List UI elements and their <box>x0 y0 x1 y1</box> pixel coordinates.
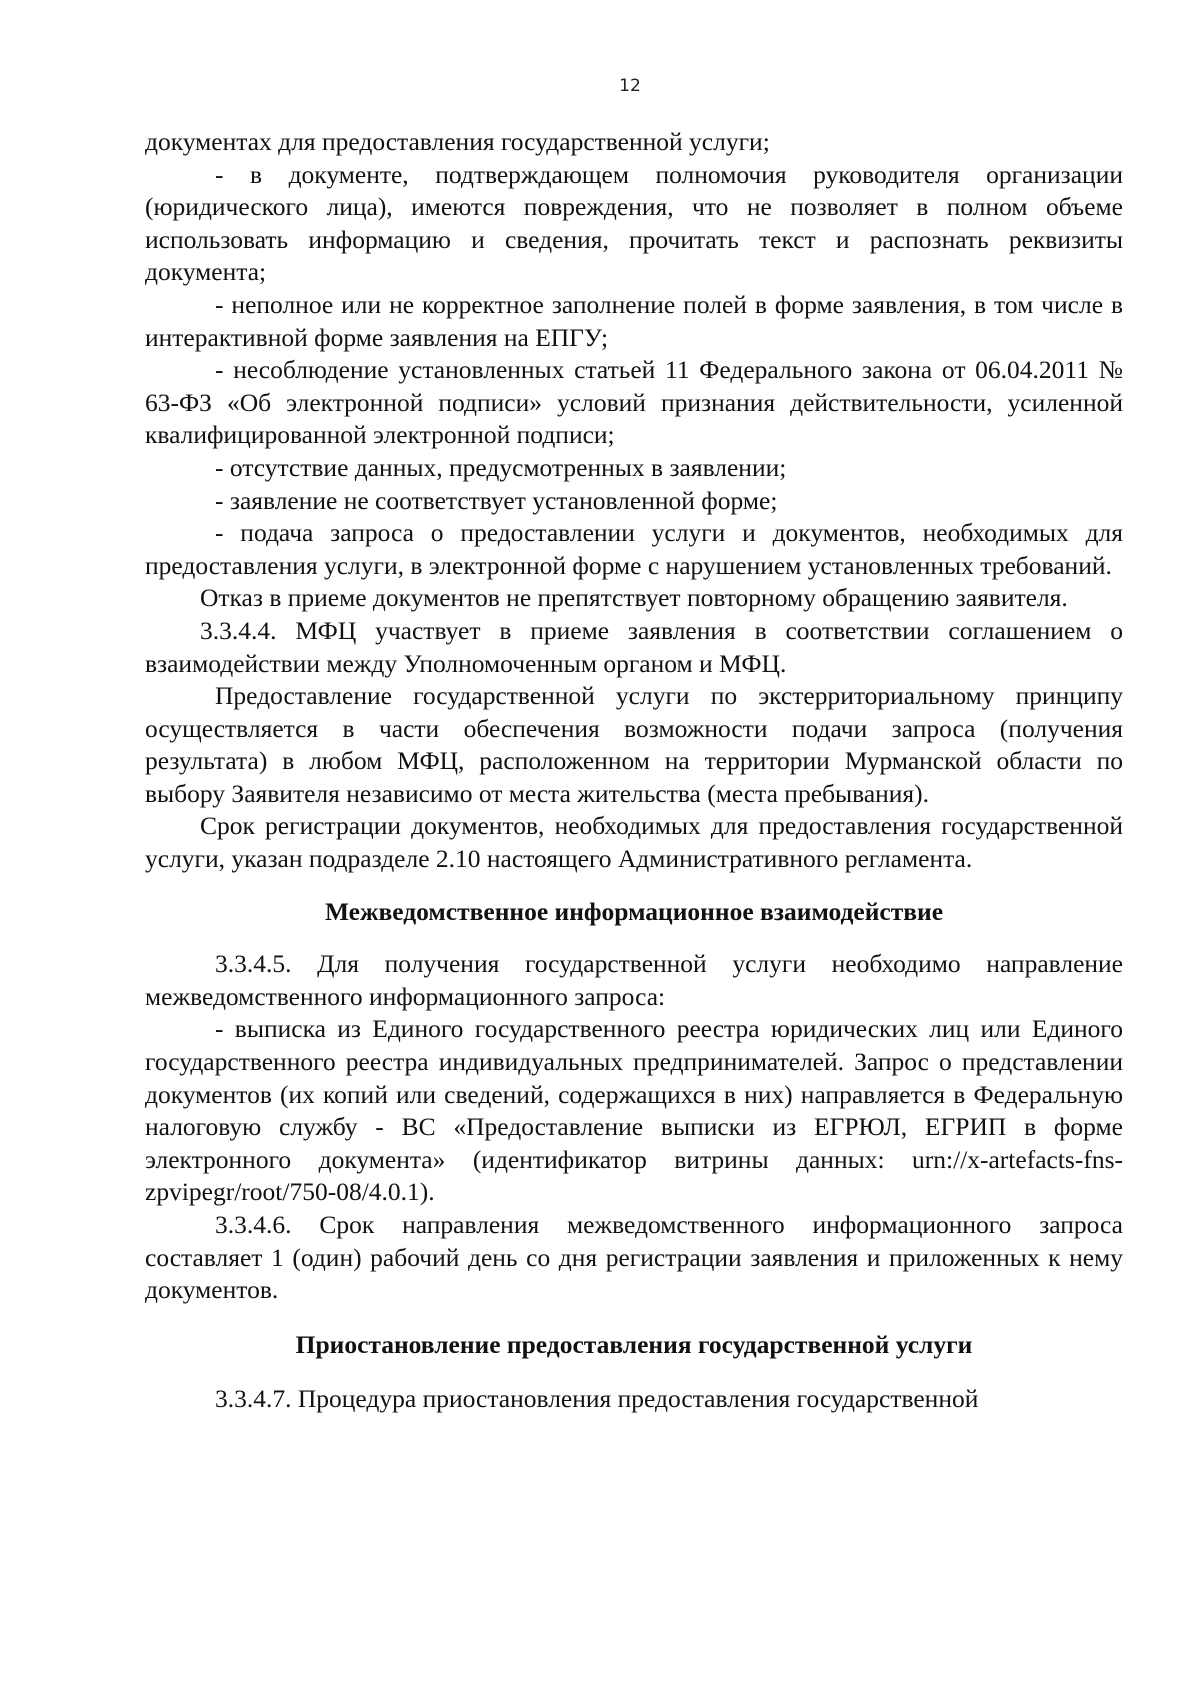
paragraph: - выписка из Единого государственного реестра юридических лиц или Единого государственного реестра индивидуальных предпринимателей. Запрос о представлении документов (их копий или сведений, содержащихся в них) направляется в Федеральную налоговую службу - ВС «Предоставление выписки из ЕГРЮЛ, ЕГРИП в форме электронного документа» (идентификатор витрины данных: urn://x-artefacts-fns-zpvipegr/root/750-08/4.0.1). <box>145 1014 1123 1207</box>
section-heading: Приостановление предоставления государственной услуги <box>295 1329 973 1359</box>
paragraph: документах для предоставления государственной услуги; <box>145 127 770 156</box>
paragraph: Предоставление государственной услуги по экстерриториальному принципу осуществляется в части обеспечения возможности подачи запроса (получения результата) в любом МФЦ, расположенном на территории Мурманской области по выбору Заявителя независимо от места жительства (места пребывания). <box>145 681 1123 808</box>
paragraph: Срок регистрации документов, необходимых для предоставления государственной услуги, указан подразделе 2.10 настоящего Административного регламента. <box>145 811 1123 874</box>
paragraph: 3.3.4.7. Процедура приостановления предоставления государственной <box>215 1384 979 1414</box>
paragraph: 3.3.4.6. Срок направления межведомственного информационного запроса составляет 1 (один) рабочий день со дня регистрации заявления и приложенных к нему документов. <box>145 1210 1123 1305</box>
paragraph: 3.3.4.4. МФЦ участвует в приеме заявления в соответствии соглашением о взаимодействии между Уполномоченным органом и МФЦ. <box>145 615 1123 678</box>
document-body <box>145 126 1123 1416</box>
section-heading: Межведомственное информационное взаимодействие <box>324 896 944 926</box>
paragraph: - в документе, подтверждающем полномочия руководителя организации (юридического лица), имеются повреждения, что не позволяет в полном объеме использовать информацию и сведения, прочитать текст и распознать реквизиты документа; <box>145 159 1123 287</box>
paragraph: Отказ в приеме документов не препятствует повторному обращению заявителя. <box>200 583 1068 613</box>
paragraph: - заявление не соответствует установленной форме; <box>215 485 778 515</box>
paragraph: - неполное или не корректное заполнение полей в форме заявления, в том числе в интерактивной форме заявления на ЕПГУ; <box>145 289 1123 352</box>
paragraph: - отсутствие данных, предусмотренных в заявлении; <box>215 452 787 482</box>
paragraph: 3.3.4.5. Для получения государственной услуги необходимо направление межведомственного информационного запроса: <box>145 949 1123 1011</box>
page-number: 12 <box>619 76 641 96</box>
paragraph: - подача запроса о предоставлении услуги и документов, необходимых для предоставления услуги, в электронной форме с нарушением установленных требований. <box>145 518 1123 580</box>
paragraph: - несоблюдение установленных статьей 11 Федерального закона от 06.04.2011 № 63-ФЗ «Об электронной подписи» условий признания действительности, усиленной квалифицированной электронной подписи; <box>145 355 1123 450</box>
